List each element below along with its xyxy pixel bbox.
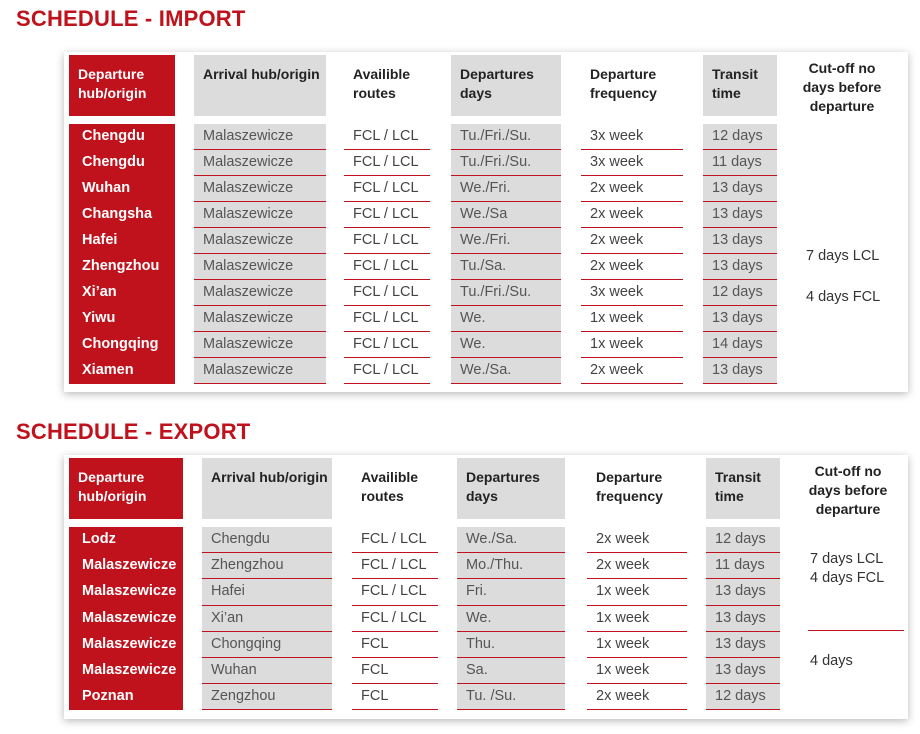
header-arrival: Arrival hub/origin <box>194 55 326 116</box>
cell-routes: FCL / LCL <box>344 202 430 228</box>
export-title: SCHEDULE - EXPORT <box>16 419 251 444</box>
header-departure: Departure hub/origin <box>69 458 183 519</box>
cell-frequency: 1x week <box>581 306 683 332</box>
cutoff-divider <box>808 630 904 631</box>
cutoff-value-fcl_only: 4 days <box>810 653 853 669</box>
table-row <box>64 684 784 710</box>
cell-transit: 11 days <box>703 150 777 176</box>
cell-routes: FCL <box>352 658 438 684</box>
cell-transit: 12 days <box>706 684 780 710</box>
cell-transit: 12 days <box>703 124 777 150</box>
cell-days: Tu./Sa. <box>451 254 561 280</box>
cell-arrival: Chengdu <box>202 527 332 553</box>
cell-frequency: 3x week <box>581 150 683 176</box>
cell-departure: Chengdu <box>82 128 145 144</box>
cutoff-value-lcl: 7 days LCL <box>810 551 884 567</box>
cell-arrival: Xi’an <box>202 606 332 632</box>
cell-routes: FCL / LCL <box>344 332 430 358</box>
cell-transit: 13 days <box>703 202 777 228</box>
cell-departure: Xi’an <box>82 284 117 300</box>
cell-transit: 13 days <box>703 228 777 254</box>
cell-routes: FCL / LCL <box>352 527 438 553</box>
table-row <box>64 606 784 632</box>
cell-days: Tu. /Su. <box>457 684 565 710</box>
cell-routes: FCL / LCL <box>344 176 430 202</box>
cell-days: We. <box>457 606 565 632</box>
header-routes: Availible routes <box>353 66 411 101</box>
cell-departure: Changsha <box>82 206 153 222</box>
header-departure: Departure hub/origin <box>69 55 175 116</box>
header-frequency: Departure frequency <box>590 66 657 101</box>
cutoff-value-lcl: 7 days LCL <box>806 248 880 264</box>
cell-frequency: 1x week <box>581 332 683 358</box>
cell-routes: FCL / LCL <box>352 579 438 605</box>
cell-transit: 13 days <box>706 606 780 632</box>
cutoff-value-fcl: 4 days FCL <box>810 570 885 586</box>
cell-routes: FCL / LCL <box>344 358 430 384</box>
cell-days: Tu./Fri./Su. <box>451 280 561 306</box>
cutoff-value-fcl: 4 days FCL <box>806 289 881 305</box>
cell-frequency: 1x week <box>587 579 687 605</box>
cell-routes: FCL / LCL <box>344 150 430 176</box>
table-row <box>64 306 784 332</box>
cell-days: Tu./Fri./Su. <box>451 150 561 176</box>
cell-frequency: 2x week <box>581 228 683 254</box>
cell-frequency: 3x week <box>581 280 683 306</box>
cell-transit: 13 days <box>703 306 777 332</box>
cell-frequency: 1x week <box>587 632 687 658</box>
cell-frequency: 3x week <box>581 124 683 150</box>
cell-arrival: Wuhan <box>202 658 332 684</box>
cell-transit: 13 days <box>703 358 777 384</box>
export-schedule-table <box>64 455 908 719</box>
cell-days: Sa. <box>457 658 565 684</box>
cell-days: We. <box>451 306 561 332</box>
cell-frequency: 2x week <box>587 553 687 579</box>
cell-arrival: Malaszewicze <box>194 306 326 332</box>
cell-transit: 13 days <box>706 658 780 684</box>
cell-departure: Chongqing <box>82 336 159 352</box>
cell-departure: Malaszewicze <box>82 635 177 652</box>
cell-arrival: Chongqing <box>202 632 332 658</box>
table-row <box>64 632 784 658</box>
cell-departure: Zhengzhou <box>82 258 160 274</box>
cell-arrival: Malaszewicze <box>194 176 326 202</box>
table-row <box>64 124 784 150</box>
cell-departure: Poznan <box>82 688 134 705</box>
cell-routes: FCL / LCL <box>352 553 438 579</box>
cell-days: We. <box>451 332 561 358</box>
cell-arrival: Malaszewicze <box>194 228 326 254</box>
table-row <box>64 527 784 553</box>
header-cutoff: Cut-off no days before departure <box>808 463 888 517</box>
cell-days: We./Fri. <box>451 228 561 254</box>
cell-departure: Yiwu <box>82 310 116 326</box>
cell-transit: 14 days <box>703 332 777 358</box>
header-frequency: Departure frequency <box>596 469 663 504</box>
cell-arrival: Malaszewicze <box>194 202 326 228</box>
header-days: Departures days <box>457 458 565 519</box>
cell-arrival: Hafei <box>202 579 332 605</box>
cell-arrival: Malaszewicze <box>194 124 326 150</box>
cell-routes: FCL / LCL <box>344 228 430 254</box>
cell-arrival: Malaszewicze <box>194 254 326 280</box>
cell-arrival: Zhengzhou <box>202 553 332 579</box>
import-title: SCHEDULE - IMPORT <box>16 6 246 31</box>
cell-routes: FCL / LCL <box>352 606 438 632</box>
cell-days: We./Fri. <box>451 176 561 202</box>
cell-transit: 12 days <box>706 527 780 553</box>
cell-routes: FCL / LCL <box>344 124 430 150</box>
cell-transit: 13 days <box>703 176 777 202</box>
table-row <box>64 150 784 176</box>
cell-departure: Lodz <box>82 531 116 547</box>
table-row <box>64 332 784 358</box>
table-row <box>64 254 784 280</box>
cell-days: Tu./Fri./Su. <box>451 124 561 150</box>
table-row <box>64 553 784 579</box>
cell-transit: 11 days <box>706 553 780 579</box>
cell-routes: FCL / LCL <box>344 280 430 306</box>
cell-days: We./Sa. <box>451 358 561 384</box>
table-row <box>64 358 784 384</box>
cell-frequency: 2x week <box>581 254 683 280</box>
cell-transit: 13 days <box>706 579 780 605</box>
cell-days: Fri. <box>457 579 565 605</box>
cell-frequency: 1x week <box>587 606 687 632</box>
cell-arrival: Malaszewicze <box>194 332 326 358</box>
import-schedule-table <box>64 52 908 392</box>
cell-departure: Xiamen <box>82 362 134 378</box>
cell-days: We./Sa <box>451 202 561 228</box>
cell-days: Mo./Thu. <box>457 553 565 579</box>
header-transit: Transit time <box>703 55 777 116</box>
cell-transit: 12 days <box>703 280 777 306</box>
cell-arrival: Zengzhou <box>202 684 332 710</box>
cell-arrival: Malaszewicze <box>194 280 326 306</box>
cell-routes: FCL <box>352 684 438 710</box>
cell-days: We./Sa. <box>457 527 565 553</box>
cell-frequency: 2x week <box>581 202 683 228</box>
cell-departure: Wuhan <box>82 180 131 196</box>
cell-frequency: 2x week <box>587 684 687 710</box>
cell-routes: FCL / LCL <box>344 254 430 280</box>
cell-frequency: 2x week <box>581 358 683 384</box>
cell-routes: FCL <box>352 632 438 658</box>
cell-transit: 13 days <box>706 632 780 658</box>
header-arrival: Arrival hub/origin <box>202 458 332 519</box>
cell-departure: Hafei <box>82 232 118 248</box>
cell-departure: Chengdu <box>82 154 145 170</box>
table-row <box>64 228 784 254</box>
cell-frequency: 2x week <box>587 527 687 553</box>
cell-frequency: 1x week <box>587 658 687 684</box>
header-cutoff: Cut-off no days before departure <box>802 60 882 114</box>
header-transit: Transit time <box>706 458 780 519</box>
header-routes: Availible routes <box>361 469 419 504</box>
table-row <box>64 579 784 605</box>
table-row <box>64 658 784 684</box>
table-row <box>64 280 784 306</box>
cell-transit: 13 days <box>703 254 777 280</box>
cell-routes: FCL / LCL <box>344 306 430 332</box>
cell-arrival: Malaszewicze <box>194 150 326 176</box>
table-row <box>64 202 784 228</box>
cell-departure: Malaszewicze <box>82 609 177 626</box>
cell-arrival: Malaszewicze <box>194 358 326 384</box>
table-row <box>64 176 784 202</box>
cell-departure: Malaszewicze <box>82 583 177 600</box>
cell-days: Thu. <box>457 632 565 658</box>
cell-departure: Malaszewicze <box>82 557 177 574</box>
cell-frequency: 2x week <box>581 176 683 202</box>
header-days: Departures days <box>451 55 561 116</box>
cell-departure: Malaszewicze <box>82 662 177 678</box>
